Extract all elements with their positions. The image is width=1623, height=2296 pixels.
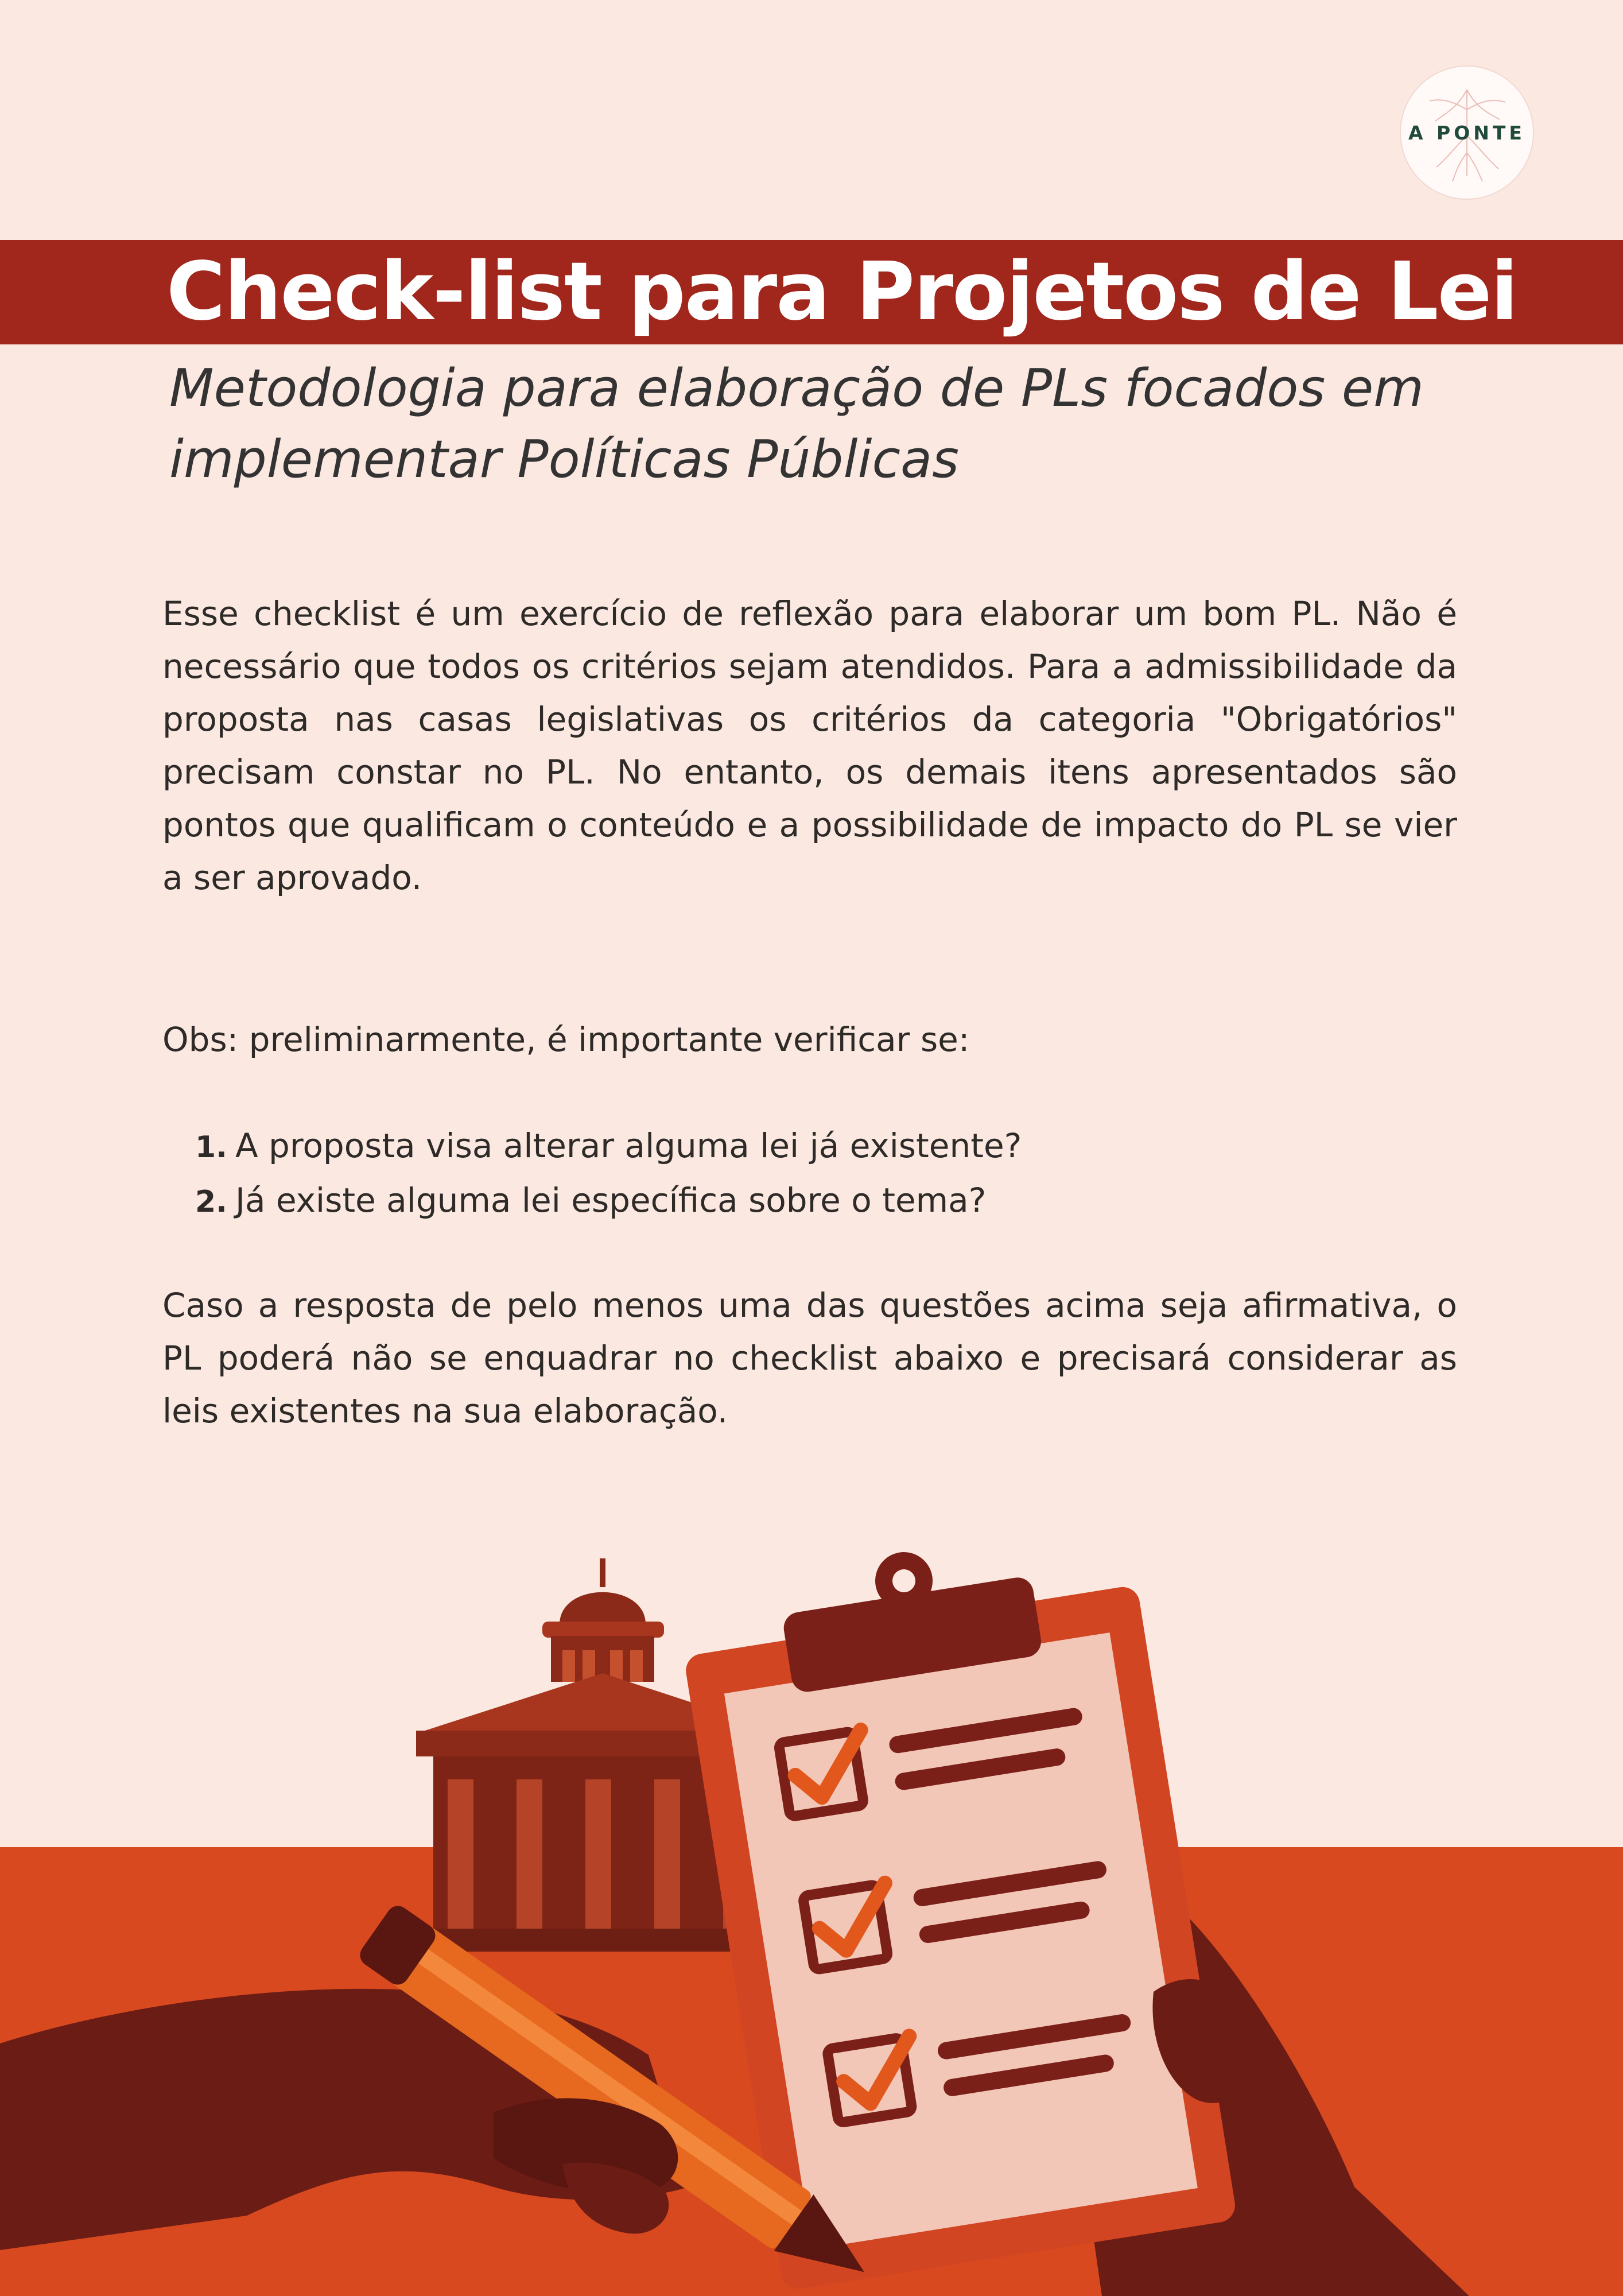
questions-list	[195, 1119, 1458, 1228]
list-item-text: Já existe alguma lei específica sobre o tema?	[235, 1181, 987, 1220]
obs-paragraph: Obs: preliminarmente, é importante verificar se:	[162, 1020, 970, 1059]
illustration	[0, 1527, 1623, 2296]
list-item-number: 2.	[195, 1185, 227, 1219]
list-item	[195, 1119, 1458, 1174]
intro-paragraph: Esse checklist é um exercício de reflexão para elaborar um bom PL. Não é necessário que todos os critérios sejam atendidos. Para a admissibilidade da proposta nas casas legislativas os critérios da categoria "Obrigatórios" precisam constar no PL. No entanto, os demais itens apresentados são pontos que qualificam o conteúdo e a possibilidade de impacto do PL se vier a ser aprovado.	[162, 594, 1457, 897]
page-subtitle: Metodologia para elaboração de PLs focados em implementar Políticas Públicas	[169, 358, 1424, 490]
list-item-number: 1.	[195, 1130, 227, 1165]
page-title: Check-list para Projetos de Lei	[166, 245, 1517, 339]
list-item	[195, 1174, 1458, 1228]
brand-logo	[1401, 67, 1533, 199]
logo-text: A PONTE	[1408, 121, 1525, 144]
list-item-text: A proposta visa alterar alguma lei já existente?	[235, 1126, 1022, 1165]
conclusion-paragraph: Caso a resposta de pelo menos uma das questões acima seja afirmativa, o PL poderá não se enquadrar no checklist abaixo e precisará considerar as leis existentes na sua elaboração.	[162, 1286, 1457, 1430]
